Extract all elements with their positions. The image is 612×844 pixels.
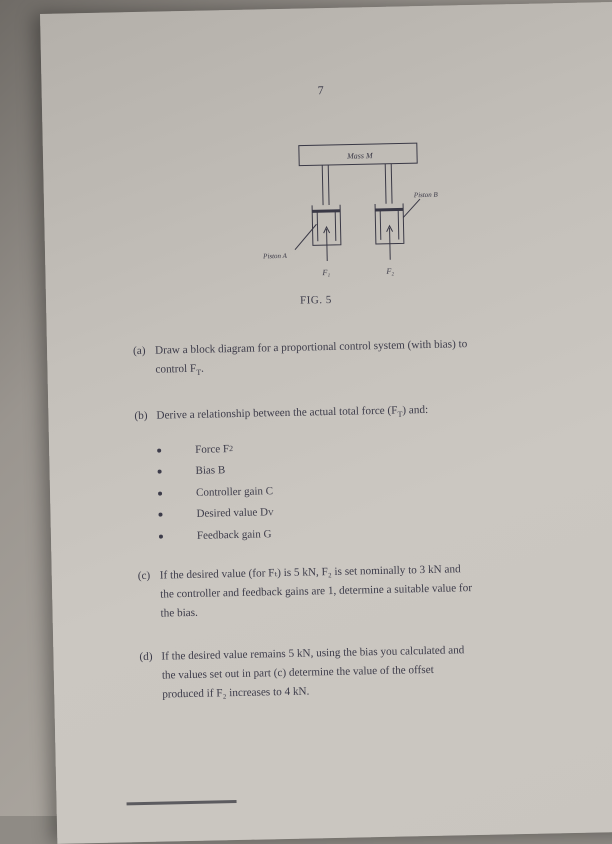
question-c bbox=[138, 557, 599, 624]
bullet-list bbox=[157, 437, 274, 547]
bullet-item: Desired value D V bbox=[158, 502, 274, 526]
bullet-item: Feedback gain G bbox=[159, 523, 275, 547]
question-a-label: (a) bbox=[132, 344, 146, 358]
question-b-text: Derive a relationship between the actual total force (F bbox=[156, 404, 398, 422]
bullet-item: Force F 2 bbox=[157, 437, 273, 461]
question-d-line2: the values set out in part (c) determine the value of the offset bbox=[161, 663, 434, 682]
question-a-line2: control F bbox=[155, 362, 197, 376]
question-c-line2: the controller and feedback gains are 1, determine a suitable value for bbox=[160, 582, 473, 601]
exam-page bbox=[40, 2, 612, 844]
question-a bbox=[133, 333, 574, 383]
question-a-end: . bbox=[200, 362, 204, 375]
footer-mark bbox=[127, 800, 237, 805]
question-b-label: (b) bbox=[134, 409, 148, 423]
question-d-line3: produced if F₂ increases to 4 kN. bbox=[162, 685, 310, 701]
figure-caption: FIG. 5 bbox=[299, 293, 332, 307]
question-d-label: (d) bbox=[139, 650, 153, 664]
question-d-line1: If the desired value remains 5 kN, using the bias you calculated and bbox=[161, 644, 465, 663]
question-c-label: (c) bbox=[137, 569, 151, 583]
question-b-sub: T bbox=[397, 409, 403, 419]
bullet-item: Bias B bbox=[157, 459, 273, 483]
question-c-line1: If the desired value (for Fₜ) is 5 kN, F₂ is set nominally to 3 kN and bbox=[159, 563, 461, 582]
bullet-item: Controller gain C bbox=[158, 480, 274, 504]
piston-b-label: Piston B bbox=[413, 190, 438, 200]
question-c-line3: the bias. bbox=[160, 606, 198, 620]
piston-figure bbox=[218, 120, 452, 295]
piston-a-label: Piston A bbox=[263, 251, 288, 261]
question-b bbox=[134, 398, 574, 429]
question-a-line1: Draw a block diagram for a proportional control system (with bias) to bbox=[154, 338, 468, 357]
f2-label: F₂ bbox=[386, 266, 395, 276]
question-d bbox=[139, 638, 600, 705]
question-b-end: ) and: bbox=[402, 403, 429, 417]
page-number: 7 bbox=[317, 83, 324, 98]
mass-label: Mass M bbox=[346, 151, 373, 161]
question-a-sub: T bbox=[196, 367, 202, 378]
f1-label: F₁ bbox=[322, 267, 331, 278]
